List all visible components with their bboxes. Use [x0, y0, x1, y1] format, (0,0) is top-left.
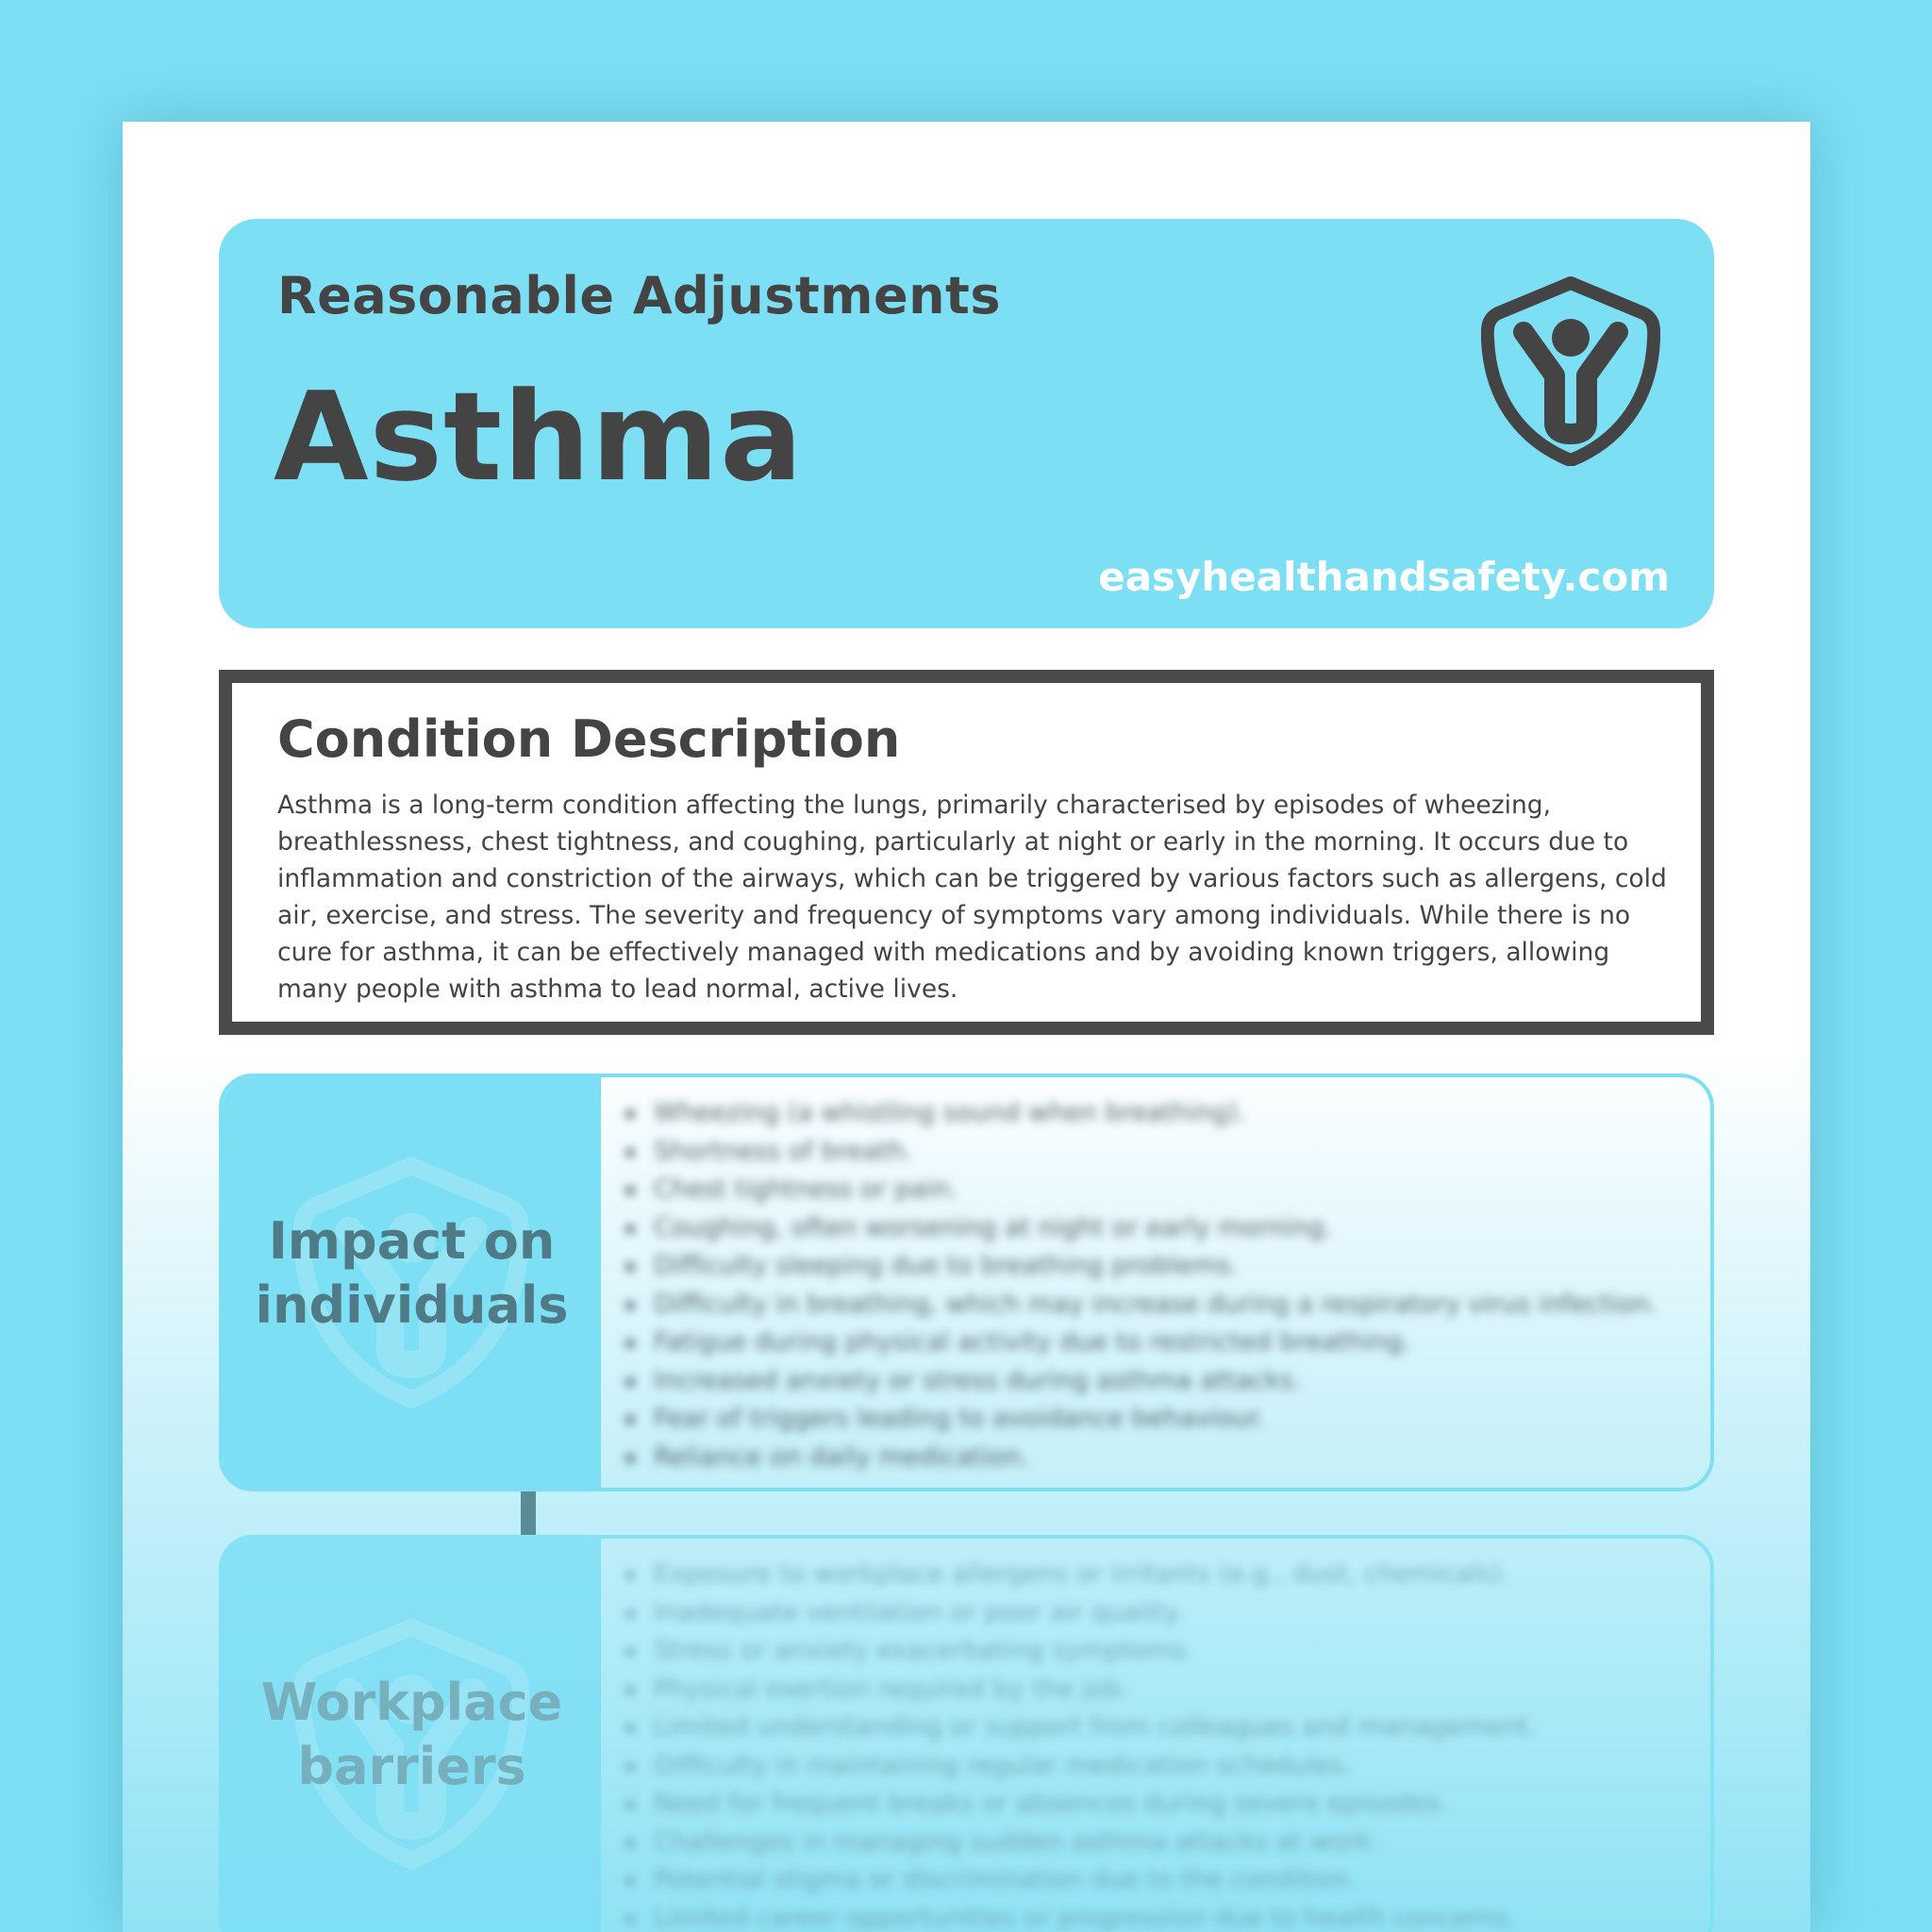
shield-person-icon	[1481, 274, 1660, 466]
impact-list	[601, 1077, 1710, 1491]
impact-section	[219, 1074, 1714, 1491]
barriers-label: Workplace barriers	[260, 1673, 563, 1796]
list-item: Need for frequent breaks or absences during severe episodes.	[654, 1785, 1710, 1824]
header-subtitle: Reasonable Adjustments	[277, 266, 1001, 325]
barriers-section	[219, 1535, 1714, 1932]
list-item: Shortness of breath.	[654, 1133, 1710, 1172]
document-page	[123, 122, 1810, 1932]
list-item: Difficulty in maintaining regular medication schedules.	[654, 1747, 1710, 1786]
list-item: Fatigue during physical activity due to restricted breathing.	[654, 1324, 1710, 1362]
list-item: Stress or anxiety exacerbating symptoms.	[654, 1632, 1710, 1671]
list-item: Increased anxiety or stress during asthma attacks.	[654, 1362, 1710, 1401]
list-item: Chest tightness or pain.	[654, 1171, 1710, 1209]
list-item: Inadequate ventilation or poor air quality.	[654, 1594, 1710, 1633]
list-item: Fear of triggers leading to avoidance behaviour.	[654, 1400, 1710, 1439]
list-item: Difficulty sleeping due to breathing problems.	[654, 1247, 1710, 1286]
header-banner	[219, 219, 1714, 628]
list-item: Potential stigma or discrimination due to the condition.	[654, 1861, 1710, 1900]
list-item: Difficulty in breathing, which may increase during a respiratory virus infection.	[654, 1286, 1710, 1324]
list-item: Limited career opportunities or progression due to health concerns.	[654, 1900, 1710, 1932]
page-title: Asthma	[274, 365, 804, 508]
list-item: Reliance on daily medication.	[654, 1439, 1710, 1477]
barriers-side-panel	[223, 1539, 601, 1932]
website-link[interactable]: easyhealthandsafety.com	[1098, 554, 1670, 600]
impact-side-panel	[223, 1077, 601, 1488]
list-item: Exposure to workplace allergens or irritants (e.g., dust, chemicals).	[654, 1556, 1710, 1594]
impact-label: Impact on individuals	[255, 1211, 569, 1335]
condition-description-box	[219, 670, 1714, 1035]
list-item: Challenges in managing sudden asthma attacks at work.	[654, 1824, 1710, 1862]
list-item: Physical exertion required by the job.	[654, 1671, 1710, 1709]
section-connector	[521, 1491, 536, 1535]
list-item: Coughing, often worsening at night or early morning.	[654, 1209, 1710, 1248]
description-body: Asthma is a long-term condition affecting the lungs, primarily characterised by episodes of wheezing, breathlessness, chest tightness, and coughing, particularly at night or early in the morning. It occurs due to inflammation and constriction of the airways, which can be triggered by various factors such as allergens, cold air, exercise, and stress. The severity and frequency of symptoms vary among individuals. While there is no cure for asthma, it can be effectively managed with medications and by avoiding known triggers, allowing many people with asthma to lead normal, active lives.	[277, 791, 1667, 1004]
list-item: Limited understanding or support from colleagues and management.	[654, 1708, 1710, 1747]
list-item: Wheezing (a whistling sound when breathing).	[654, 1094, 1710, 1133]
barriers-list	[601, 1539, 1710, 1932]
description-heading: Condition Description	[277, 709, 901, 769]
